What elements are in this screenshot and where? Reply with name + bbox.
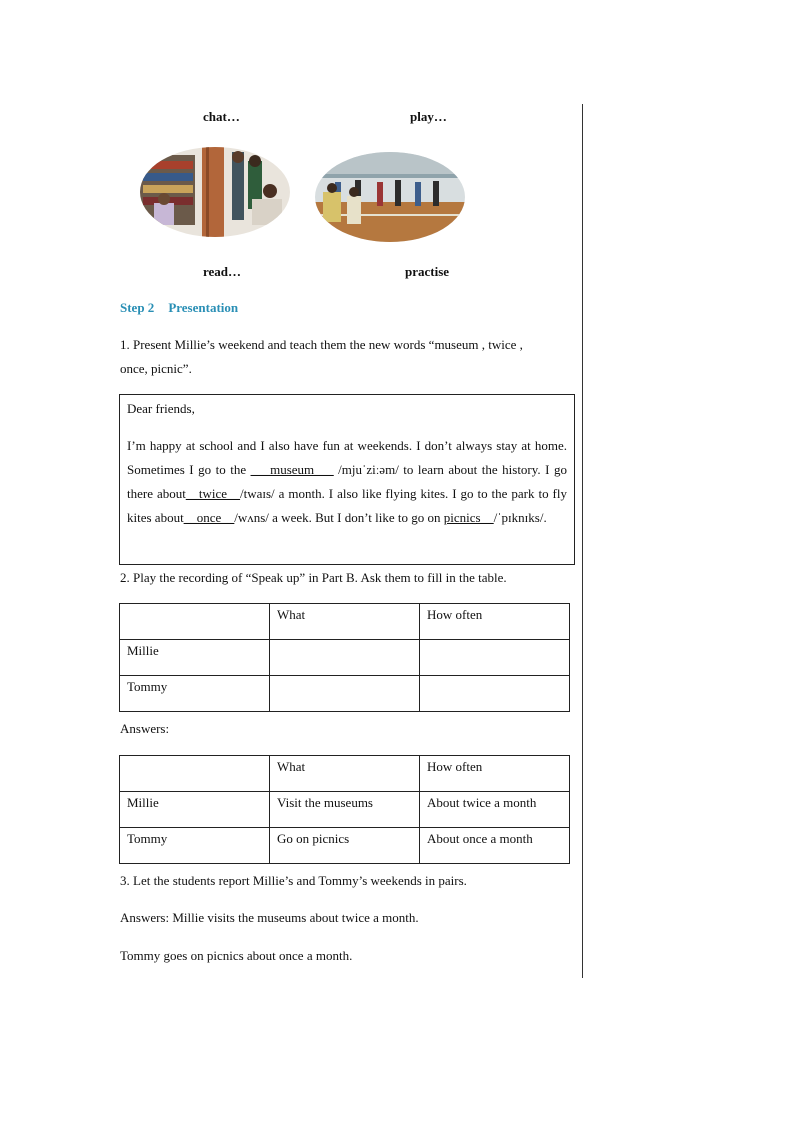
letter-body bbox=[127, 434, 567, 530]
letter-box bbox=[119, 394, 575, 565]
caption-play: play… bbox=[410, 109, 447, 124]
fill-in-table bbox=[119, 603, 570, 712]
blank-twice: __twice__ bbox=[185, 486, 240, 501]
letter-text-1: I’m happy at school and I also have fun at weekends. I don’t always stay at home. Sometimes I go to the bbox=[127, 438, 567, 477]
letter-greeting: Dear friends, bbox=[127, 401, 195, 416]
table-cell bbox=[420, 676, 570, 712]
caption-chat: chat… bbox=[203, 109, 240, 124]
step-title: Presentation bbox=[168, 300, 239, 315]
caption-practise: practise bbox=[405, 264, 450, 279]
answer-3-line1: Answers: Millie visits the museums about twice a month. bbox=[120, 910, 419, 925]
table-cell: About once a month bbox=[420, 828, 570, 864]
table-cell: About twice a month bbox=[420, 792, 570, 828]
table-cell: Millie bbox=[120, 640, 270, 676]
letter-text-2: /mjuˈziːəm/ to learn about the history. I go there about bbox=[127, 462, 567, 501]
letter-text-4: /wʌns/ a week. But I don’t like to go on bbox=[234, 510, 444, 525]
letter-text-5: /ˈpɪknɪks/. bbox=[493, 510, 547, 525]
table-cell: Millie bbox=[120, 792, 270, 828]
item-1-line2: once, picnic”. bbox=[120, 361, 192, 376]
table-row bbox=[120, 676, 570, 712]
table-cell bbox=[420, 640, 570, 676]
table-cell: Visit the museums bbox=[270, 792, 420, 828]
table-cell: Tommy bbox=[120, 676, 270, 712]
blank-museum: ___museum___ bbox=[250, 462, 334, 477]
table-row bbox=[120, 604, 570, 640]
table-cell bbox=[270, 676, 420, 712]
table-cell bbox=[120, 756, 270, 792]
caption-read: read… bbox=[203, 264, 242, 279]
margin-rule bbox=[582, 104, 583, 978]
item-1-line1: 1. Present Millie’s weekend and teach them the new words “museum , twice , bbox=[120, 337, 523, 352]
item-3: 3. Let the students report Millie’s and Tommy’s weekends in pairs. bbox=[120, 873, 467, 888]
table-header-what: What bbox=[270, 604, 420, 640]
table-header-what: What bbox=[270, 756, 420, 792]
table-row bbox=[120, 756, 570, 792]
answers-label: Answers: bbox=[120, 721, 170, 736]
item-2: 2. Play the recording of “Speak up” in Part B. Ask them to fill in the table. bbox=[120, 570, 507, 585]
table-header-how-often: How often bbox=[420, 756, 570, 792]
item-1 bbox=[120, 333, 576, 381]
table-cell bbox=[120, 604, 270, 640]
table-row bbox=[120, 828, 570, 864]
table-row bbox=[120, 640, 570, 676]
table-header-how-often: How often bbox=[420, 604, 570, 640]
table-cell: Tommy bbox=[120, 828, 270, 864]
library-reading-photo bbox=[140, 147, 290, 237]
table-cell: Go on picnics bbox=[270, 828, 420, 864]
table-row bbox=[120, 792, 570, 828]
table-cell bbox=[270, 640, 420, 676]
letter-text-3: /twaɪs/ a month. I also like flying kites. I go to the park to fly kites about bbox=[127, 486, 567, 525]
blank-once: __once__ bbox=[183, 510, 235, 525]
answer-3-line2: Tommy goes on picnics about once a month. bbox=[120, 948, 353, 963]
step-label: Step 2 bbox=[120, 300, 155, 315]
blank-picnics: picnics__ bbox=[443, 510, 494, 525]
step-heading bbox=[120, 300, 238, 316]
answers-table bbox=[119, 755, 570, 864]
indoor-games-photo bbox=[315, 152, 465, 242]
